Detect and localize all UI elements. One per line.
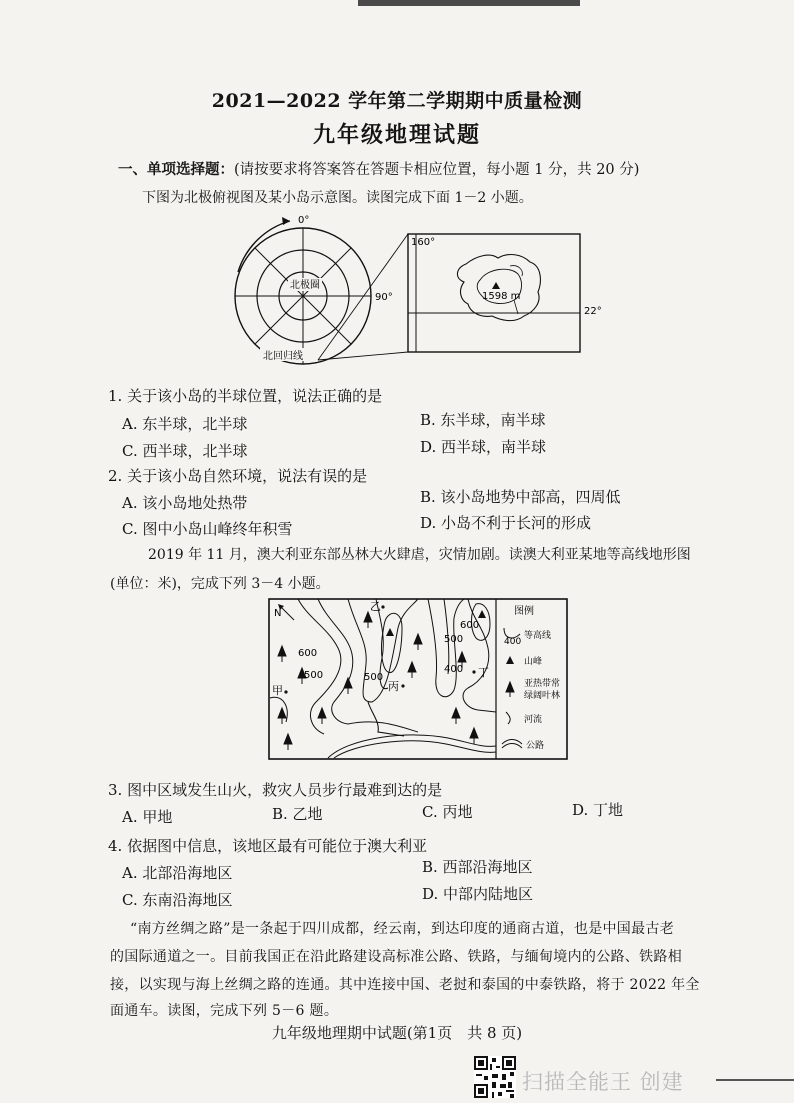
q1-option-d[interactable]: D. 西半球，南半球 [420, 438, 547, 456]
q1-stem: 1. 关于该小岛的半球位置，说法正确的是 [108, 387, 383, 405]
island-inset [408, 234, 602, 352]
contour-label-600b: 600 [460, 620, 480, 631]
scanner-watermark: 扫描全能王 创建 [522, 1070, 684, 1094]
intro-q3-4-line2: (单位：米)，完成下列 3－4 小题。 [110, 576, 330, 592]
section-instruction: (请按要求将答案答在答题卡相应位置，每小题 1 分，共 20 分) [234, 162, 640, 178]
q4-option-b[interactable]: B. 西部沿海地区 [422, 858, 533, 876]
legend-river: 河流 [524, 715, 543, 725]
scanner-underline [716, 1079, 794, 1081]
q2-option-a[interactable]: A. 该小岛地处热带 [122, 494, 248, 512]
intro-q1-2: 下图为北极俯视图及某小岛示意图。读图完成下面 1－2 小题。 [142, 190, 533, 206]
scan-top-edge [358, 0, 580, 6]
river-line [368, 702, 404, 736]
place-ding: 丁 [478, 666, 489, 679]
place-jia: 甲 [272, 684, 283, 697]
legend-peak: 山峰 [524, 657, 543, 667]
exam-title: 2021—2022 学年第二学期期中质量检测 [211, 90, 583, 112]
passage-line1: “南方丝绸之路”是一条起于四川成都，经云南，到达印度的通商古道，也是中国最古老 [130, 921, 675, 937]
contour-label-500b: 500 [444, 634, 464, 645]
polar-view [235, 215, 408, 364]
q2-option-b[interactable]: B. 该小岛地势中部高，四周低 [420, 488, 621, 506]
legend-forest-line2: 绿阔叶林 [524, 691, 561, 701]
label-lon90: 90° [375, 292, 393, 303]
label-lat22: 22° [584, 306, 602, 317]
label-lon0: 0° [298, 215, 310, 226]
legend-forest-line1: 亚热带常 [524, 679, 561, 689]
peak-icon [386, 628, 394, 636]
qr-code-icon [474, 1056, 516, 1098]
q4-stem: 4. 依据图中信息，该地区最有可能位于澳大利亚 [108, 837, 428, 855]
passage-line4: 面通车。读图，完成下列 5－6 题。 [110, 1003, 339, 1019]
contour-label-600a: 600 [298, 648, 318, 659]
place-yi: 乙 [370, 600, 381, 613]
label-arctic-circle: 北极圈 [290, 280, 320, 291]
q2-option-c[interactable]: C. 图中小岛山峰终年积雪 [122, 520, 293, 538]
label-lon160: 160° [411, 237, 436, 248]
page-footer: 九年级地理期中试题(第1页 共 8 页) [271, 1024, 523, 1042]
q1-option-c[interactable]: C. 西半球，北半球 [122, 442, 248, 460]
legend-river-icon [506, 712, 510, 724]
legend-contour-value: 400 [504, 637, 522, 647]
q3-option-a[interactable]: A. 甲地 [122, 808, 173, 826]
q1-option-a[interactable]: A. 东半球，北半球 [122, 415, 248, 433]
legend-peak-icon [506, 656, 514, 664]
label-north: N [274, 608, 282, 619]
q2-option-d[interactable]: D. 小岛不利于长河的形成 [420, 514, 592, 532]
intro-q3-4-line1: 2019 年 11 月，澳大利亚东部丛林大火肆虐，灾情加剧。读澳大利亚某地等高线地形图 [148, 547, 691, 563]
legend-title: 图例 [514, 606, 534, 617]
north-arrow [274, 604, 294, 620]
contour-label-500c: 500 [364, 672, 384, 683]
passage-line2: 的国际通道之一。目前我国正在沿此路建设高标准公路、铁路，与缅甸境内的公路、铁路相 [110, 949, 682, 965]
q4-option-a[interactable]: A. 北部沿海地区 [122, 864, 233, 882]
q2-stem: 2. 关于该小岛自然环境，说法有误的是 [108, 467, 368, 485]
label-tropic-cancer: 北回归线 [263, 351, 303, 362]
contour-label-400: 400 [444, 664, 464, 675]
legend-road-icon [502, 744, 522, 749]
q3-option-c[interactable]: C. 丙地 [422, 803, 473, 821]
q1-option-b[interactable]: B. 东半球，南半球 [420, 411, 546, 429]
legend-contour: 等高线 [524, 631, 552, 641]
q3-option-d[interactable]: D. 丁地 [572, 801, 624, 819]
q4-option-d[interactable]: D. 中部内陆地区 [422, 885, 534, 903]
q4-option-c[interactable]: C. 东南沿海地区 [122, 891, 233, 909]
passage-line3: 接，以实现与海上丝绸之路的连通。其中连接中国、老挝和泰国的中泰铁路，将于 2022 年全 [110, 977, 700, 993]
q3-stem: 3. 图中区域发生山火，救灾人员步行最难到达的是 [108, 781, 443, 799]
contour-label-500a: 500 [304, 670, 324, 681]
legend [502, 604, 560, 751]
section-label: 一、单项选择题： [118, 161, 234, 178]
legend-road: 公路 [526, 741, 545, 751]
section-heading [118, 158, 639, 179]
legend-tree-icon [506, 682, 514, 697]
figure-polar-island [218, 212, 610, 372]
figure-contour-map [268, 598, 570, 762]
peak-icon [492, 282, 500, 289]
place-bing: 丙 [388, 680, 399, 693]
label-peak-height: 1598 m [482, 291, 521, 302]
q3-option-b[interactable]: B. 乙地 [272, 805, 323, 823]
peak-icon [478, 610, 486, 618]
exam-subtitle: 九年级地理试题 [312, 122, 481, 148]
